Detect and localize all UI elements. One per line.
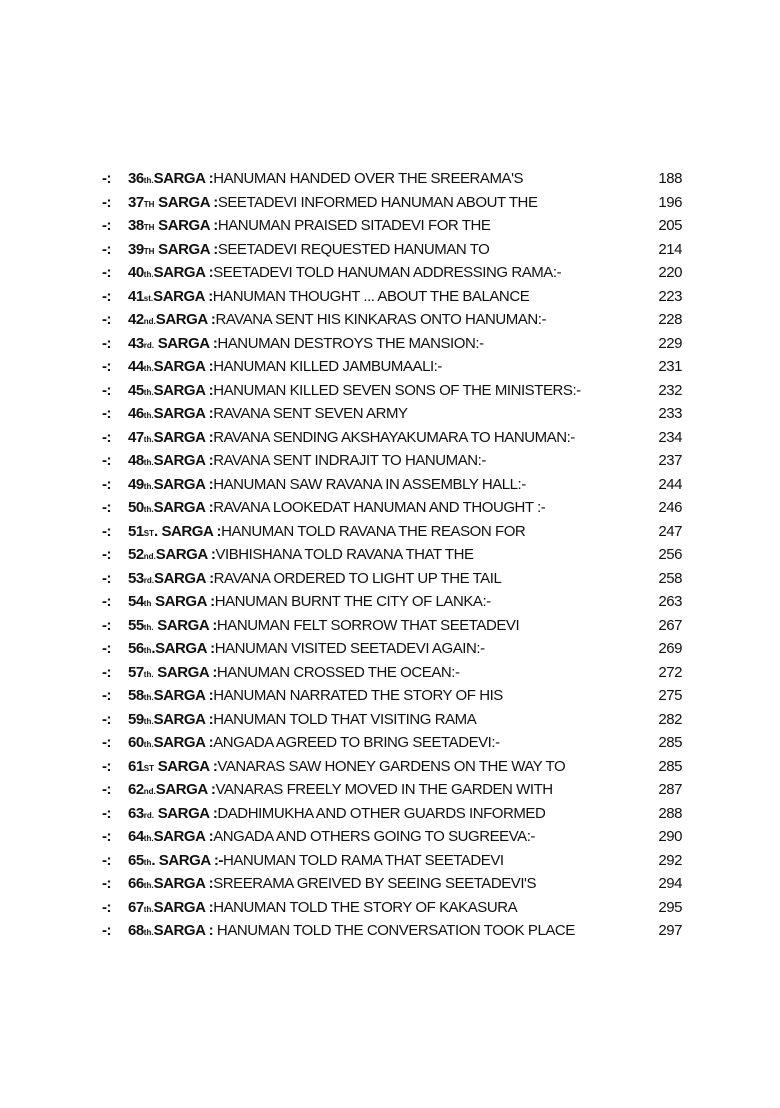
page-number: 288 <box>658 804 682 822</box>
sarga-number-suffix: th. <box>143 740 154 749</box>
sarga-number: 37 <box>128 193 144 211</box>
sarga-number-suffix: th. <box>143 364 154 373</box>
chapter-title: HANUMAN VISITED SEETADEVI AGAIN:- <box>214 640 485 657</box>
sarga-label: SARGA : <box>153 452 214 469</box>
chapter-title: RAVANA SENT HIS KINKARAS ONTO HANUMAN:- <box>215 311 547 328</box>
chapter-title: HANUMAN KILLED JAMBUMAALI:- <box>213 358 442 375</box>
page-number: 233 <box>658 405 682 422</box>
sarga-number-suffix: th <box>143 646 152 655</box>
sarga-number: 50 <box>128 499 144 516</box>
chapter-title: DADHIMUKHA AND OTHER GUARDS INFORMED <box>217 804 546 822</box>
page-number: 228 <box>658 311 682 328</box>
sarga-number: 47 <box>128 428 144 446</box>
toc-entry <box>98 781 682 805</box>
entry-marker: -: <box>102 804 112 822</box>
page-number: 188 <box>658 170 682 187</box>
chapter-title: VANARAS FREELY MOVED IN THE GARDEN WITH <box>215 781 553 798</box>
toc-entry <box>98 476 682 500</box>
entry-marker: -: <box>102 475 112 493</box>
sarga-label: SARGA : <box>153 616 217 634</box>
chapter-title: HANUMAN TOLD THE CONVERSATION TOOK PLACE <box>213 922 575 939</box>
sarga-label: SARGA : <box>153 875 214 892</box>
chapter-title: VANARAS SAW HONEY GARDENS ON THE WAY TO <box>217 757 566 775</box>
sarga-number: 55 <box>128 616 144 634</box>
page-number: 272 <box>658 663 682 681</box>
sarga-label: . SARGA :- <box>151 851 223 869</box>
chapter-title: RAVANA SENT SEVEN ARMY <box>213 405 408 422</box>
sarga-number-suffix: nd. <box>143 317 156 326</box>
entry-marker: -: <box>102 287 112 305</box>
page-number: 223 <box>658 287 682 305</box>
sarga-label: SARGA : <box>153 381 214 399</box>
sarga-number-suffix: th. <box>143 434 154 444</box>
sarga-label: SARGA : <box>154 569 214 587</box>
entry-marker: -: <box>102 663 112 681</box>
sarga-label: SARGA : <box>153 898 214 916</box>
entry-marker: -: <box>102 358 112 375</box>
toc-entry <box>98 805 682 829</box>
sarga-number-suffix: rd. <box>143 575 155 585</box>
sarga-number-suffix: th <box>143 599 152 608</box>
entry-marker: -: <box>102 687 112 704</box>
page-number: 205 <box>658 217 682 234</box>
toc-entry <box>98 429 682 453</box>
chapter-title: HANUMAN SAW RAVANA IN ASSEMBLY HALL:- <box>213 475 526 493</box>
sarga-number: 60 <box>128 734 144 751</box>
sarga-number: 54 <box>128 593 144 610</box>
chapter-title: RAVANA LOOKEDAT HANUMAN AND THOUGHT :- <box>213 499 546 516</box>
entry-marker: -: <box>102 710 112 728</box>
toc-entry <box>98 570 682 594</box>
page-number: 290 <box>658 828 682 845</box>
page-number: 294 <box>658 875 682 892</box>
sarga-number-suffix: th. <box>143 693 154 702</box>
sarga-label: SARGA : <box>155 781 216 798</box>
entry-marker: -: <box>102 922 112 939</box>
entry-marker: -: <box>102 240 112 258</box>
sarga-number: 40 <box>128 264 144 281</box>
sarga-number: 68 <box>128 922 144 939</box>
sarga-label: SARGA : <box>154 757 218 775</box>
toc-entry <box>98 311 682 335</box>
toc-entry <box>98 405 682 429</box>
sarga-number: 48 <box>128 452 144 469</box>
chapter-title: SREERAMA GREIVED BY SEEING SEETADEVI'S <box>213 875 537 892</box>
entry-marker: -: <box>102 569 112 587</box>
page-number: 196 <box>658 193 682 211</box>
entry-marker: -: <box>102 828 112 845</box>
toc-entry <box>98 170 682 194</box>
entry-marker: -: <box>102 593 112 610</box>
sarga-number-suffix: nd. <box>143 552 156 561</box>
sarga-number-suffix: th. <box>143 270 154 279</box>
sarga-number-suffix: th. <box>143 505 154 514</box>
sarga-number: 51 <box>128 522 144 540</box>
toc-entry <box>98 358 682 382</box>
sarga-label: SARGA : <box>154 193 218 211</box>
page-number: 285 <box>658 734 682 751</box>
sarga-label: SARGA : <box>153 663 217 681</box>
sarga-number: 38 <box>128 217 144 234</box>
entry-marker: -: <box>102 170 112 187</box>
entry-marker: -: <box>102 875 112 892</box>
sarga-number: 63 <box>128 804 144 822</box>
sarga-number-suffix: TH <box>143 199 155 209</box>
toc-entry <box>98 499 682 523</box>
sarga-label: SARGA : <box>154 334 218 352</box>
page-number: 214 <box>658 240 682 258</box>
toc-entry <box>98 546 682 570</box>
page-number: 292 <box>658 851 682 869</box>
page-number: 234 <box>658 428 682 446</box>
page-number: 269 <box>658 640 682 657</box>
page-number: 232 <box>658 381 682 399</box>
sarga-number-suffix: th. <box>143 904 154 914</box>
sarga-number: 66 <box>128 875 144 892</box>
toc-entry <box>98 217 682 241</box>
chapter-title: HANUMAN NARRATED THE STORY OF HIS <box>213 687 503 704</box>
sarga-number-suffix: th. <box>143 834 154 843</box>
entry-marker: -: <box>102 898 112 916</box>
sarga-number: 42 <box>128 311 144 328</box>
sarga-number: 64 <box>128 828 144 845</box>
toc-entry <box>98 922 682 946</box>
toc-entry <box>98 382 682 406</box>
sarga-number: 46 <box>128 405 144 422</box>
sarga-label: SARGA : <box>153 405 214 422</box>
entry-marker: -: <box>102 334 112 352</box>
entry-marker: -: <box>102 452 112 469</box>
sarga-label: SARGA : <box>154 240 218 258</box>
page-number: 275 <box>658 687 682 704</box>
page-number: 220 <box>658 264 682 281</box>
sarga-number-suffix: ST <box>143 763 155 773</box>
sarga-number-suffix: ST <box>143 528 155 538</box>
sarga-number-suffix: TH <box>143 223 155 232</box>
sarga-label: SARGA : <box>153 428 214 446</box>
toc-entry <box>98 523 682 547</box>
page-number: 287 <box>658 781 682 798</box>
sarga-label: SARGA : <box>153 287 213 305</box>
page-number: 263 <box>658 593 682 610</box>
toc-entry <box>98 640 682 664</box>
sarga-label: SARGA : <box>151 593 215 610</box>
chapter-title: ANGADA AGREED TO BRING SEETADEVI:- <box>213 734 500 751</box>
sarga-number: 36 <box>128 170 144 187</box>
chapter-title: HANUMAN BURNT THE CITY OF LANKA:- <box>214 593 491 610</box>
entry-marker: -: <box>102 616 112 634</box>
chapter-title: HANUMAN KILLED SEVEN SONS OF THE MINISTERS:- <box>213 381 581 399</box>
chapter-title: HANUMAN TOLD THAT VISITING RAMA <box>213 710 477 728</box>
sarga-label: SARGA : <box>155 546 216 563</box>
sarga-number-suffix: th. <box>143 881 154 890</box>
chapter-title: ANGADA AND OTHERS GOING TO SUGREEVA:- <box>213 828 535 845</box>
chapter-title: HANUMAN TOLD RAMA THAT SEETADEVI <box>222 851 504 869</box>
entry-marker: -: <box>102 546 112 563</box>
page-number: 244 <box>658 475 682 493</box>
page-number: 256 <box>658 546 682 563</box>
page-number: 246 <box>658 499 682 516</box>
sarga-label: .SARGA : <box>151 640 215 657</box>
toc-entry <box>98 194 682 218</box>
chapter-title: HANUMAN HANDED OVER THE SREERAMA'S <box>213 170 524 187</box>
toc-entry <box>98 264 682 288</box>
entry-marker: -: <box>102 734 112 751</box>
sarga-label: SARGA : <box>153 828 214 845</box>
table-of-contents <box>98 170 682 946</box>
sarga-number: 61 <box>128 757 144 775</box>
chapter-title: SEETADEVI TOLD HANUMAN ADDRESSING RAMA:- <box>213 264 562 281</box>
toc-entry <box>98 241 682 265</box>
toc-entry <box>98 664 682 688</box>
toc-entry <box>98 899 682 923</box>
entry-marker: -: <box>102 851 112 869</box>
entry-marker: -: <box>102 217 112 234</box>
toc-entry <box>98 734 682 758</box>
chapter-title: SEETADEVI INFORMED HANUMAN ABOUT THE <box>217 193 538 211</box>
sarga-label: SARGA : <box>153 358 214 375</box>
sarga-number-suffix: th. <box>143 387 154 397</box>
sarga-label: SARGA : <box>153 687 214 704</box>
chapter-title: VIBHISHANA TOLD RAVANA THAT THE <box>215 546 474 563</box>
sarga-number-suffix: nd. <box>143 787 156 796</box>
sarga-number-suffix: th. <box>143 481 154 491</box>
toc-entry <box>98 452 682 476</box>
sarga-number-suffix: rd. <box>143 810 155 820</box>
page-number: 267 <box>658 616 682 634</box>
sarga-number: 44 <box>128 358 144 375</box>
sarga-label: SARGA : <box>153 264 214 281</box>
toc-entry <box>98 852 682 876</box>
sarga-number-suffix: th. <box>143 669 154 679</box>
sarga-number: 67 <box>128 898 144 916</box>
entry-marker: -: <box>102 522 112 540</box>
page-number: 295 <box>658 898 682 916</box>
page-number: 282 <box>658 710 682 728</box>
chapter-title: HANUMAN DESTROYS THE MANSION:- <box>217 334 484 352</box>
sarga-label: SARGA : <box>153 922 214 939</box>
chapter-title: HANUMAN PRAISED SITADEVI FOR THE <box>217 217 491 234</box>
chapter-title: HANUMAN THOUGHT ... ABOUT THE BALANCE <box>212 287 530 305</box>
sarga-label: SARGA : <box>154 217 218 234</box>
page-number: 297 <box>658 922 682 939</box>
page-number: 237 <box>658 452 682 469</box>
sarga-label: SARGA : <box>153 170 214 187</box>
sarga-number: 52 <box>128 546 144 563</box>
toc-entry <box>98 288 682 312</box>
entry-marker: -: <box>102 428 112 446</box>
toc-entry <box>98 335 682 359</box>
sarga-number-suffix: th. <box>143 928 154 937</box>
sarga-number-suffix: th <box>143 857 152 867</box>
entry-marker: -: <box>102 193 112 211</box>
sarga-number: 53 <box>128 569 144 587</box>
toc-entry <box>98 711 682 735</box>
chapter-title: HANUMAN TOLD THE STORY OF KAKASURA <box>213 898 518 916</box>
toc-entry <box>98 875 682 899</box>
toc-entry <box>98 828 682 852</box>
sarga-number: 56 <box>128 640 144 657</box>
sarga-number-suffix: th. <box>143 458 154 467</box>
sarga-number-suffix: rd. <box>143 340 155 350</box>
toc-entry <box>98 593 682 617</box>
sarga-label: SARGA : <box>154 804 218 822</box>
toc-entry <box>98 617 682 641</box>
chapter-title: SEETADEVI REQUESTED HANUMAN TO <box>217 240 490 258</box>
sarga-number: 65 <box>128 851 144 869</box>
entry-marker: -: <box>102 499 112 516</box>
sarga-label: SARGA : <box>153 710 214 728</box>
entry-marker: -: <box>102 311 112 328</box>
chapter-title: HANUMAN TOLD RAVANA THE REASON FOR <box>221 522 526 540</box>
sarga-number-suffix: th. <box>143 622 154 632</box>
sarga-number: 43 <box>128 334 144 352</box>
entry-marker: -: <box>102 781 112 798</box>
entry-marker: -: <box>102 405 112 422</box>
sarga-label: SARGA : <box>153 734 214 751</box>
toc-entry <box>98 687 682 711</box>
entry-marker: -: <box>102 757 112 775</box>
sarga-number-suffix: TH <box>143 246 155 256</box>
sarga-number: 57 <box>128 663 144 681</box>
page-number: 247 <box>658 522 682 540</box>
chapter-title: RAVANA SENDING AKSHAYAKUMARA TO HANUMAN:- <box>213 428 575 446</box>
page-number: 285 <box>658 757 682 775</box>
sarga-number-suffix: th. <box>143 176 154 185</box>
sarga-number: 39 <box>128 240 144 258</box>
sarga-number-suffix: th. <box>143 716 154 726</box>
sarga-number-suffix: th. <box>143 411 154 420</box>
sarga-label: SARGA : <box>155 311 216 328</box>
sarga-number: 45 <box>128 381 144 399</box>
page-number: 258 <box>658 569 682 587</box>
chapter-title: HANUMAN CROSSED THE OCEAN:- <box>216 663 460 681</box>
sarga-number-suffix: st. <box>143 293 154 303</box>
chapter-title: RAVANA SENT INDRAJIT TO HANUMAN:- <box>213 452 486 469</box>
sarga-label: SARGA : <box>153 499 214 516</box>
sarga-number: 58 <box>128 687 144 704</box>
chapter-title: HANUMAN FELT SORROW THAT SEETADEVI <box>216 616 520 634</box>
chapter-title: RAVANA ORDERED TO LIGHT UP THE TAIL <box>213 569 502 587</box>
sarga-label: . SARGA : <box>154 522 222 540</box>
sarga-number: 49 <box>128 475 144 493</box>
entry-marker: -: <box>102 381 112 399</box>
page-number: 231 <box>658 358 682 375</box>
entry-marker: -: <box>102 264 112 281</box>
toc-entry <box>98 758 682 782</box>
sarga-number: 62 <box>128 781 144 798</box>
sarga-number: 59 <box>128 710 144 728</box>
entry-marker: -: <box>102 640 112 657</box>
page-number: 229 <box>658 334 682 352</box>
sarga-number: 41 <box>128 287 144 305</box>
sarga-label: SARGA : <box>153 475 214 493</box>
